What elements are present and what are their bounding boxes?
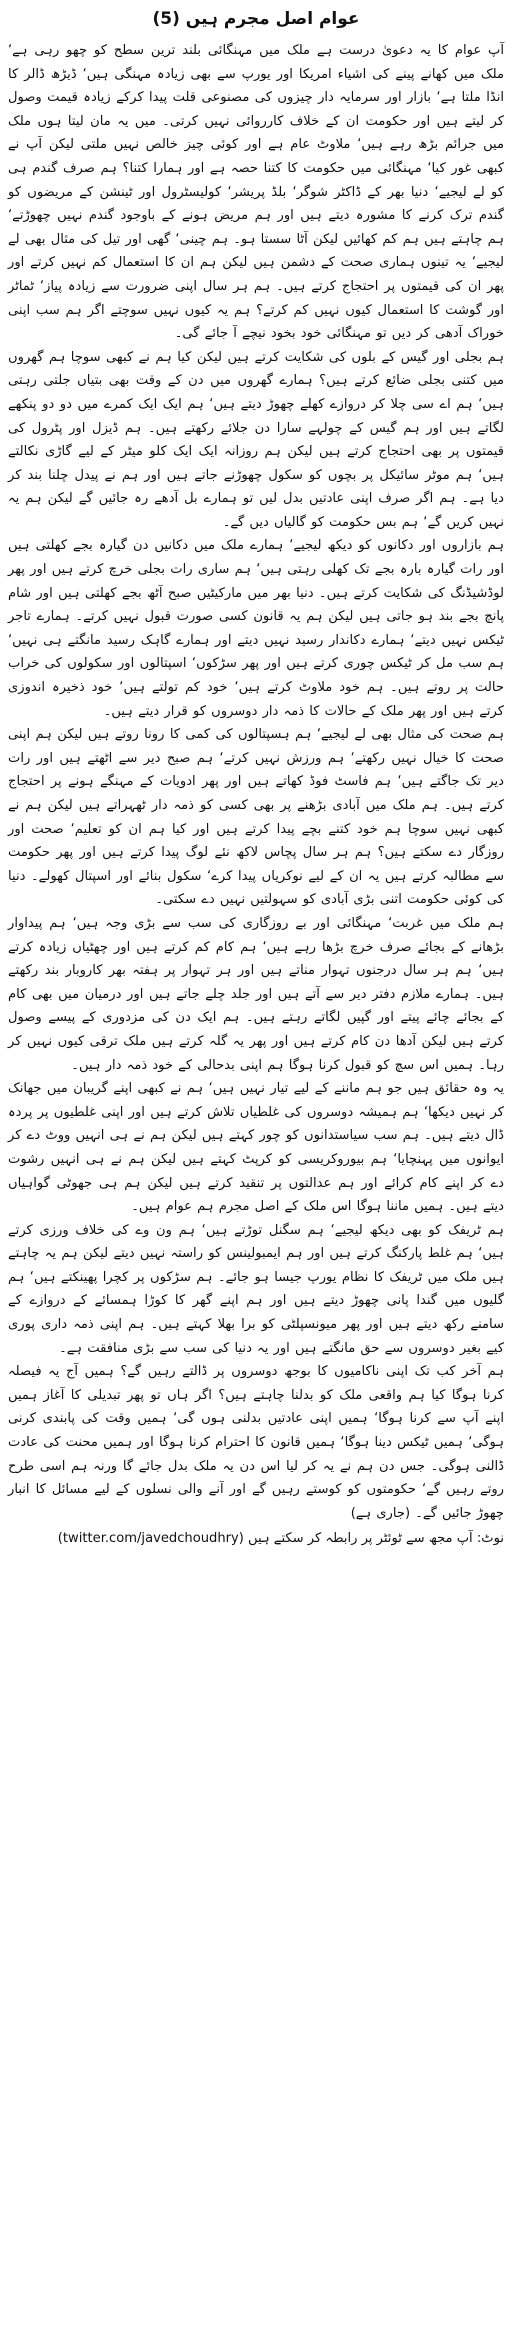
twitter-handle-link[interactable]: (twitter.com/javedchoudhry) xyxy=(57,1531,244,1547)
article-paragraph: ہم ملک میں غربت‘ مہنگائی اور بے روزگاری کی سب سے بڑی وجہ ہیں‘ ہم پیداوار بڑھانے کے بجائے صرف خرچ بڑھا رہے ہیں‘ ہم کام کم کرتے ہیں اور چھٹیاں زیادہ کرتے ہیں‘ ہم ہر سال درجنوں تہوار مناتے ہیں اور ہر تہوار پر ہفتہ بھر کاروبار بند رکھتے ہیں۔ ہمارے ملازم دفتر دیر سے آتے ہیں اور جلد چلے جاتے ہیں اور درمیان میں بھی کام کے بجائے چائے پیتے اور گپیں لگاتے رہتے ہیں۔ ہم ایک دن کی مزدوری کے پیسے وصول کرتے ہیں لیکن آدھا دن کام کرتے ہیں اور پھر یہ گلہ کرتے ہیں ملک ترقی کیوں نہیں کر رہا۔ ہمیں اس سچ کو قبول کرنا ہوگا ہم اپنی بدحالی کے خود ذمہ دار ہیں۔ xyxy=(8,915,504,1073)
article-paragraph: ہم آخر کب تک اپنی ناکامیوں کا بوجھ دوسروں پر ڈالتے رہیں گے؟ ہمیں آج یہ فیصلہ کرنا ہوگا کیا ہم واقعی ملک کو بدلنا چاہتے ہیں؟ اگر ہاں تو پھر تبدیلی کا آغاز ہمیں اپنے آپ سے کرنا ہوگا‘ ہمیں اپنی عادتیں بدلنی ہوں گی‘ ہمیں وقت کی پابندی کرنی ہوگی‘ ہمیں ٹیکس دینا ہوگا‘ ہمیں قانون کا احترام کرنا ہوگا اور ہمیں محنت کی عادت ڈالنی ہوگی۔ جس دن ہم نے یہ کر لیا اس دن یہ ملک بدل جائے گا ورنہ ہم اسی طرح روتے رہیں گے‘ حکومتوں کو کوستے رہیں گے اور آنے والی نسلوں کے لیے مسائل کا انبار چھوڑ جائیں گے۔ (جاری ہے) xyxy=(8,1364,504,1521)
author-note xyxy=(8,1527,504,1551)
article-title: عوام اصل مجرم ہیں (5) xyxy=(152,9,360,29)
article-paragraph: ہم ٹریفک کو بھی دیکھ لیجیے‘ ہم سگنل توڑتے ہیں‘ ہم ون وے کی خلاف ورزی کرتے ہیں‘ ہم غلط پارکنگ کرتے ہیں اور ہم ایمبولینس کو راستہ نہیں دیتے لیکن ہم یہ چاہتے ہیں ملک میں ٹریفک کا نظام یورپ جیسا ہو جائے۔ ہم سڑکوں پر کچرا پھینکتے ہیں‘ ہم گلیوں میں گندا پانی چھوڑ دیتے ہیں اور ہم اپنے گھر کا کوڑا ہمسائے کے دروازے کے سامنے رکھ دیتے ہیں اور پھر میونسپلٹی کو برا بھلا کہتے ہیں۔ ہم اپنی ذمہ داری پوری کیے بغیر دوسروں سے حق مانگتے ہیں اور یہ دنیا کی سب سے بڑی منافقت ہے۔ xyxy=(8,1222,504,1356)
note-text: نوٹ: آپ مجھ سے ٹوئٹر پر رابطہ کر سکتے ہیں xyxy=(248,1531,504,1547)
article-paragraph: ہم بجلی اور گیس کے بلوں کی شکایت کرتے ہیں لیکن کیا ہم نے کبھی سوچا ہم گھروں میں کتنی بجلی ضائع کرتے ہیں؟ ہمارے گھروں میں دن کے وقت بھی بتیاں جلتی رہتی ہیں‘ ہم اے سی چلا کر دروازے کھلے چھوڑ دیتے ہیں‘ ہم ایک ایک کمرے میں دو دو پنکھے لگاتے ہیں اور ہم گیس کے چولہے سارا دن جلائے رکھتے ہیں۔ ہم ڈیزل اور پٹرول کی قیمتوں پر بھی احتجاج کرتے ہیں لیکن ہم روزانہ ایک ایک کلو میٹر کے لیے گاڑی نکالتے ہیں‘ ہم موٹر سائیکل پر بچوں کو سکول چھوڑنے جاتے ہیں اور ہم نے پیدل چلنا بند کر دیا ہے۔ ہم اگر صرف اپنی عادتیں بدل لیں تو ہمارے بل آدھے رہ جائیں گے لیکن ہم یہ نہیں کریں گے‘ ہم بس حکومت کو گالیاں دیں گے۔ xyxy=(8,349,504,530)
article-paragraph: ہم بازاروں اور دکانوں کو دیکھ لیجیے‘ ہمارے ملک میں دکانیں دن گیارہ بجے کھلتی ہیں اور رات گیارہ بارہ بجے تک کھلی رہتی ہیں‘ ہم ساری رات بجلی خرچ کرتے ہیں اور پھر لوڈشیڈنگ کی شکایت کرتے ہیں۔ دنیا بھر میں مارکیٹیں صبح آٹھ بجے کھلتی ہیں اور شام پانچ بجے بند ہو جاتی ہیں لیکن ہم یہ قانون کسی صورت قبول نہیں کرتے۔ ہمارے تاجر ٹیکس نہیں دیتے‘ ہمارے دکاندار رسید نہیں دیتے اور ہمارے گاہک رسید مانگتے ہی نہیں‘ ہم سب مل کر ٹیکس چوری کرتے ہیں اور پھر سڑکوں‘ اسپتالوں اور سکولوں کی خراب حالت پر روتے ہیں۔ ہم خود ملاوٹ کرتے ہیں‘ خود کم تولتے ہیں‘ خود ذخیرہ اندوزی کرتے ہیں اور پھر ملک کے حالات کا ذمہ دار دوسروں کو قرار دیتے ہیں۔ xyxy=(8,538,504,719)
article-paragraph: آپ عوام کا یہ دعویٰ درست ہے ملک میں مہنگائی بلند ترین سطح کو چھو رہی ہے‘ ملک میں کھانے پینے کی اشیاء امریکا اور یورپ سے بھی زیادہ مہنگی ہیں‘ ڈیڑھ ڈالر کا انڈا ملتا ہے‘ بازار اور سرمایہ دار چیزوں کی مصنوعی قلت پیدا کرکے زیادہ قیمت وصول کر لیتے ہیں اور حکومت ان کے خلاف کارروائی نہیں کرتی۔ میں یہ مان لیتا ہوں ملک میں جرائم بڑھ رہے ہیں‘ ملاوٹ عام ہے اور کوئی چیز خالص نہیں ملتی لیکن آپ نے کبھی غور کیا‘ مہنگائی میں حکومت کا کتنا حصہ ہے اور ہمارا کتنا؟ ہم صرف گندم ہی کو لے لیجیے‘ دنیا بھر کے ڈاکٹر شوگر‘ بلڈ پریشر‘ کولیسٹرول اور ٹینشن کے مریضوں کو گندم ترک کرنے کا مشورہ دیتے ہیں اور ہم مریض ہونے کے باوجود گندم نہیں چھوڑتے‘ ہم چاہتے ہیں ہم کم کھائیں لیکن آٹا سستا ہو۔ ہم چینی‘ گھی اور تیل کی مثال بھی لے لیجیے‘ یہ تینوں ہماری صحت کے دشمن ہیں لیکن ہم ان کا استعمال کم نہیں کرتے اور پھر ان کی قیمتوں پر احتجاج کرتے ہیں۔ ہم ہر سال اپنی ضرورت سے زیادہ پیاز‘ ٹماٹر اور گوشت کا استعمال کیوں نہیں کم کرتے؟ ہم یہ کیوں نہیں سوچتے اگر ہم سب اپنی خوراک آدھی کر دیں تو مہنگائی خود بخود نیچے آ جائے گی۔ xyxy=(8,43,504,342)
article-body xyxy=(8,39,504,1525)
article-paragraph: یہ وہ حقائق ہیں جو ہم ماننے کے لیے تیار نہیں ہیں‘ ہم نے کبھی اپنے گریبان میں جھانک کر نہیں دیکھا‘ ہم ہمیشہ دوسروں کی غلطیاں تلاش کرتے ہیں اور اپنی غلطیوں پر پردہ ڈال دیتے ہیں۔ ہم سب سیاستدانوں کو چور کہتے ہیں لیکن ہم نے ہی انہیں ووٹ دے کر ایوانوں میں پہنچایا‘ ہم بیوروکریسی کو کرپٹ کہتے ہیں لیکن ہم نے ہی انہیں رشوت دے کر اپنے کام کرائے اور ہم عدالتوں پر تنقید کرتے ہیں لیکن ہم ہی جھوٹی گواہیاں دیتے ہیں۔ ہمیں ماننا ہوگا اس ملک کے اصل مجرم ہم عوام ہیں۔ xyxy=(8,1081,504,1215)
article-paragraph: ہم صحت کی مثال بھی لے لیجیے‘ ہم ہسپتالوں کی کمی کا رونا روتے ہیں لیکن ہم اپنی صحت کا خیال نہیں رکھتے‘ ہم ورزش نہیں کرتے‘ ہم صبح دیر سے اٹھتے ہیں اور رات دیر تک جاگتے ہیں‘ ہم فاسٹ فوڈ کھاتے ہیں اور پھر ادویات کے مہنگے ہونے پر احتجاج کرتے ہیں۔ ہم ملک میں آبادی بڑھنے پر بھی کسی کو ذمہ دار ٹھہراتے ہیں لیکن ہم نے کبھی نہیں سوچا ہم خود کتنے بچے پیدا کرتے ہیں اور کیا ہم ان کو تعلیم‘ صحت اور روزگار دے سکتے ہیں؟ ہم ہر سال پچاس لاکھ نئے لوگ پیدا کرتے ہیں اور پھر حکومت سے مطالبہ کرتے ہیں یہ ان کے لیے نوکریاں پیدا کرے‘ سکول بنائے اور اسپتال کھولے۔ دنیا کی کوئی حکومت اتنی بڑی آبادی کو سہولتیں نہیں دے سکتی۔ xyxy=(8,727,504,908)
